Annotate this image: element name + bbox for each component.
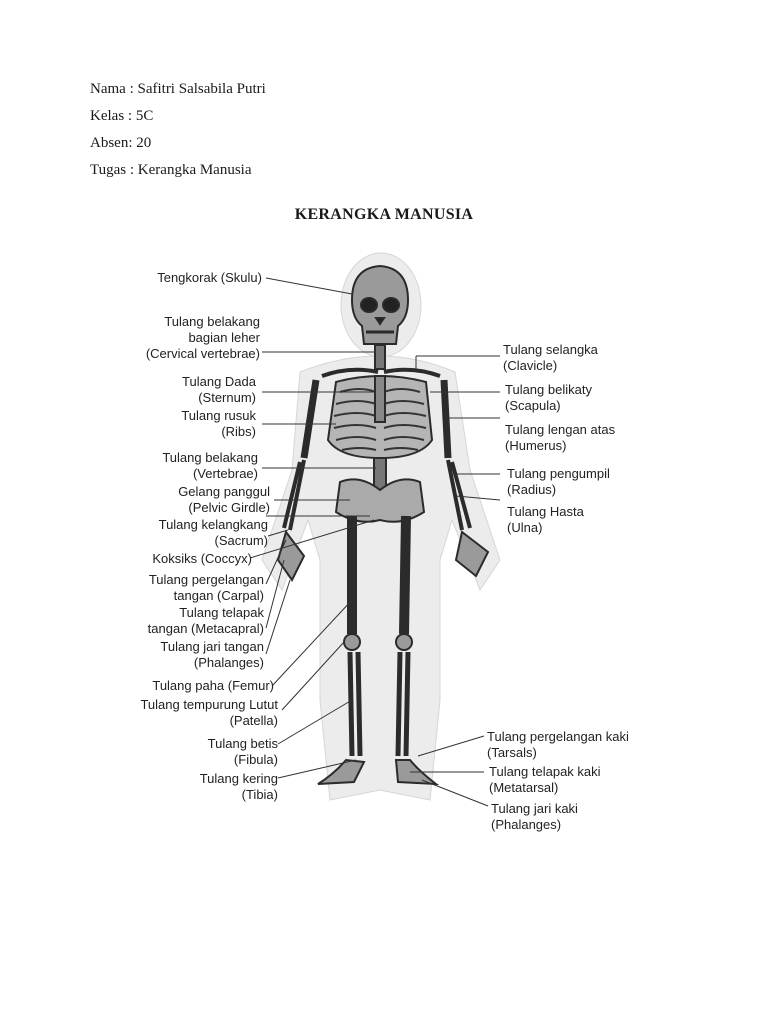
label-sacrum: Tulang kelangkang (Sacrum) (158, 517, 268, 548)
label-pelvic-girdle: Gelang panggul (Pelvic Girdle) (178, 484, 270, 515)
cervical-spine (375, 345, 385, 369)
label-humerus: Tulang lengan atas (Humerus) (505, 422, 616, 453)
label-carpal: Tulang pergelangan tangan (Carpal) (148, 572, 264, 603)
label-radius: Tulang pengumpil (Radius) (507, 466, 610, 497)
student-number: Absen: 20 (90, 135, 152, 151)
label-clavicle: Tulang selangka (Clavicle) (503, 342, 598, 373)
label-scapula: Tulang belikaty (Scapula) (505, 382, 592, 413)
label-ulna: Tulang Hasta (Ulna) (507, 504, 584, 535)
femur-right (404, 516, 406, 634)
lumbar-spine (374, 458, 386, 490)
patella-right (396, 634, 412, 650)
label-fibula: Tulang betis (Fibula) (207, 736, 278, 767)
label-patella: Tulang tempurung Lutut (Patella) (140, 697, 278, 728)
label-metacarpal: Tulang telapak tangan (Metacapral) (147, 605, 264, 636)
patella-left (344, 634, 360, 650)
student-class: Kelas : 5C (90, 108, 154, 124)
label-tibia: Tulang kering (Tibia) (199, 771, 278, 802)
page-title: KERANGKA MANUSIA (294, 206, 474, 223)
label-phalanges-foot: Tulang jari kaki (Phalanges) (491, 801, 578, 832)
label-skull: Tengkorak (Skulu) (157, 270, 262, 285)
label-sternum: Tulang Dada (Sternum) (182, 374, 256, 405)
label-phalanges-hand: Tulang jari tangan (Phalanges) (160, 639, 264, 670)
label-coccyx: Koksiks (Coccyx) (152, 551, 252, 566)
label-cervical-vertebrae: Tulang belakang bagian leher (Cervical vertebrae) (145, 314, 260, 361)
label-metatarsal: Tulang telapak kaki (Metatarsal) (489, 764, 601, 795)
label-ribs: Tulang rusuk (Ribs) (181, 408, 256, 439)
label-vertebrae: Tulang belakang (Vertebrae) (162, 450, 258, 481)
student-name: Nama : Safitri Salsabila Putri (90, 81, 266, 97)
label-tarsals: Tulang pergelangan kaki (Tarsals) (487, 729, 629, 760)
assignment-topic: Tugas : Kerangka Manusia (90, 162, 252, 178)
sternum (375, 376, 385, 422)
label-femur: Tulang paha (Femur) (152, 678, 274, 693)
